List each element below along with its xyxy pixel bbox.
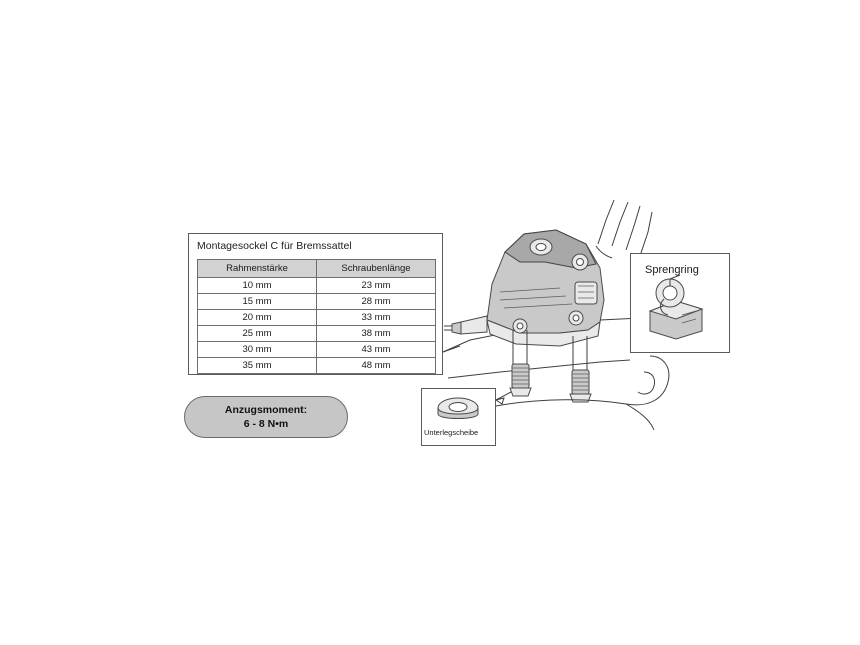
washer-detail-drawing	[421, 388, 496, 446]
column-header-frame-thickness: Rahmenstärke	[198, 260, 317, 278]
cell-bolt-length: 43 mm	[317, 342, 436, 358]
sprengring-label: Sprengring	[645, 264, 699, 276]
torque-spec-badge	[184, 396, 348, 438]
washer-leader-line	[496, 392, 511, 404]
bolt-length-table	[197, 259, 436, 374]
cell-bolt-length: 23 mm	[317, 278, 436, 294]
cell-frame-thickness: 30 mm	[198, 342, 317, 358]
cell-frame-thickness: 15 mm	[198, 294, 317, 310]
torque-value: 6 - 8 N•m	[243, 418, 289, 430]
mounting-bolt-right	[570, 336, 591, 402]
table-leader-line	[443, 346, 460, 352]
spec-table-panel	[188, 233, 443, 375]
cell-bolt-length: 48 mm	[317, 358, 436, 374]
cell-frame-thickness: 25 mm	[198, 326, 317, 342]
table-row	[198, 342, 436, 358]
brake-caliper-body	[487, 230, 604, 346]
table-header-row	[198, 260, 436, 278]
column-header-bolt-length: Schraubenlänge	[317, 260, 436, 278]
cell-bolt-length: 33 mm	[317, 310, 436, 326]
table-title: Montagesockel C für Bremssattel	[197, 240, 352, 252]
cell-bolt-length: 28 mm	[317, 294, 436, 310]
cell-frame-thickness: 10 mm	[198, 278, 317, 294]
cell-bolt-length: 38 mm	[317, 326, 436, 342]
cell-frame-thickness: 35 mm	[198, 358, 317, 374]
hose-fitting	[444, 316, 487, 334]
cell-frame-thickness: 20 mm	[198, 310, 317, 326]
table-row	[198, 278, 436, 294]
table-row	[198, 326, 436, 342]
table-row	[198, 294, 436, 310]
table-row	[198, 358, 436, 374]
torque-label: Anzugsmoment:	[224, 404, 308, 416]
table-row	[198, 310, 436, 326]
unterlegscheibe-label: Unterlegscheibe	[424, 428, 479, 437]
